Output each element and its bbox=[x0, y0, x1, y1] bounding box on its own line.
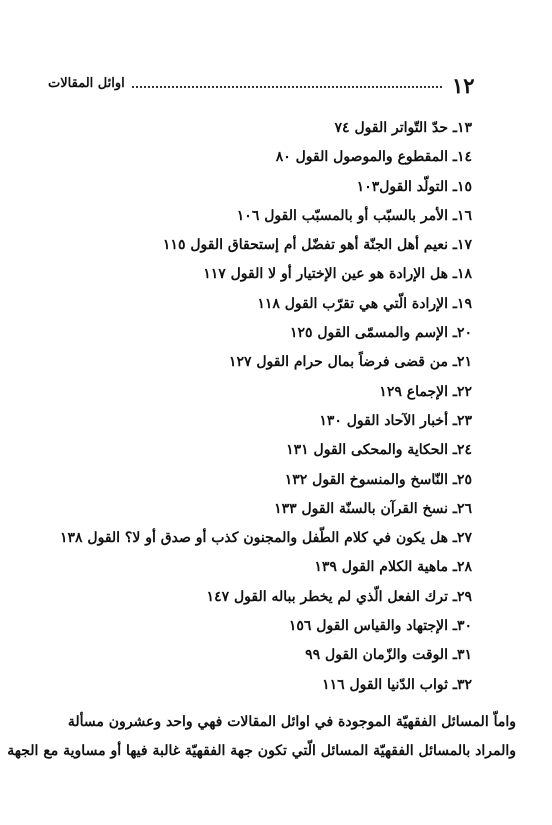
paragraph-line-2: والمراد بالمسائل الفقهيّة المسائل الّتي تكون جهة الفقهيّة غالبة فيها أو مساوية مع الجهة bbox=[7, 743, 516, 759]
page-number: ١٢ bbox=[452, 73, 475, 98]
toc-item-17: ١٧ـ نعيم أهل الجنّة أهو تفضّل أم إستحقاق القول ١١٥ bbox=[162, 237, 472, 254]
toc-item-29: ٢٩ـ ترك الفعل الّذي لم يخطر بباله القول ١٤٧ bbox=[206, 588, 472, 605]
toc-item-13: ١٣ـ حدّ التّواتر القول ٧٤ bbox=[334, 120, 472, 136]
toc-item-28: ٢٨ـ ماهية الكلام القول ١٣٩ bbox=[314, 559, 472, 576]
toc-item-27: ٢٧ـ هل يكون في كلام الطّفل والمجنون كذب أو صدق أو لا؟ القول ١٣٨ bbox=[59, 530, 472, 547]
toc-item-15: ١٥ـ التولّد القول١٠٣ bbox=[356, 178, 472, 195]
toc-item-18: ١٨ـ هل الإرادة هو عين الإختيار أو لا القول ١١٧ bbox=[203, 266, 472, 283]
running-title: اوائل المقالات bbox=[48, 76, 125, 91]
toc-item-31: ٣١ـ الوقت والزّمان القول ٩٩ bbox=[305, 647, 472, 664]
toc-item-16: ١٦ـ الأمر بالسبّب أو بالمسبّب القول ١٠٦ bbox=[236, 207, 472, 224]
toc-item-19: ١٩ـ الإرادة الّتي هي تقرّب القول ١١٨ bbox=[257, 295, 472, 312]
toc-item-26: ٢٦ـ نسخ القرآن بالسنّة القول ١٣٣ bbox=[274, 500, 472, 517]
toc-item-20: ٢٠ـ الإسم والمسمّى القول ١٢٥ bbox=[289, 325, 472, 342]
toc-item-24: ٢٤ـ الحكاية والمحكى القول ١٣١ bbox=[286, 442, 472, 459]
header-dotted-leader bbox=[132, 86, 442, 88]
toc-item-21: ٢١ـ من قضى فرضاً بمال حرام القول ١٢٧ bbox=[228, 354, 472, 371]
table-of-contents bbox=[32, 114, 472, 700]
toc-item-23: ٢٣ـ أخبار الآحاد القول ١٣٠ bbox=[319, 412, 472, 429]
toc-item-32: ٣٢ـ ثواب الدّنيا القول ١١٦ bbox=[322, 676, 472, 693]
toc-item-22: ٢٢ـ الإجماع ١٢٩ bbox=[379, 383, 472, 400]
toc-item-14: ١٤ـ المقطوع والموصول القول ٨٠ bbox=[275, 149, 472, 166]
paragraph-line-1: واماّ المسائل الفقهيّة الموجودة في اوائل المقالات فهي واحد وعشرون مسألة bbox=[67, 714, 516, 730]
body-paragraph bbox=[7, 708, 516, 766]
toc-item-25: ٢٥ـ النّاسخ والمنسوخ القول ١٣٢ bbox=[284, 471, 472, 488]
toc-item-30: ٣٠ـ الإجتهاد والقياس القول ١٥٦ bbox=[288, 618, 472, 635]
